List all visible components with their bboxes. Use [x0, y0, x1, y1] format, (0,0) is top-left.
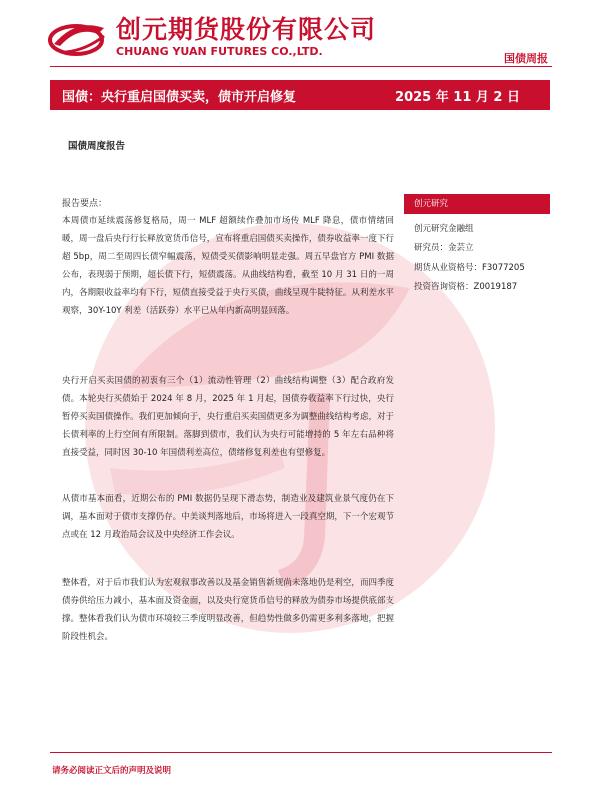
summary-paragraph: 本周债市延续震荡修复格局，周一 MLF 超额续作叠加市场传 MLF 降息，债市情绪回暖，周一盘后央行行长释放宽货币信号，宣布将重启国债买卖操作，债券收益率一度下行超 5bp，周二至周四长债窄幅震荡，短债受买债影响明显走强。周五早盘官方 PMI 数据公布，表现弱于预期，超长债下行，短债震荡。从曲线结构看，截至 10 月 31 日的一周内，各期限收益率均有下行，短债直接受益于央行买债，曲线呈现牛陡特征。从利差水平观察，30Y-10Y 利差（活跃券）水平已从年内新高明显回落。 [62, 216, 394, 316]
company-logo [46, 10, 110, 60]
futures-license: 期货从业资格号：F3077205 [414, 263, 525, 273]
company-name-cn: 创元期货股份有限公司 [116, 15, 377, 44]
title-banner [50, 80, 550, 110]
analyst-name: 研究员：金芸立 [414, 243, 474, 253]
header-divider [50, 66, 552, 67]
section-title: 国债周度报告 [68, 141, 126, 152]
footer-divider [50, 752, 552, 753]
report-date: 2025 年 11 月 2 日 [395, 90, 520, 105]
research-group: 创元研究金融组 [414, 224, 474, 234]
disclaimer-note: 请务必阅读正文后的声明及说明 [52, 766, 172, 776]
summary-paragraph: 央行开启买卖国债的初衷有三个（1）流动性管理（2）曲线结构调整（3）配合政府发债。本轮央行买债始于 2024 年 8 月，2025 年 1 月起，国债券收益率下行过快，央行暂停买卖国债操作。我们更加倾向于，央行重启买卖国债更多为调整曲线结构考虑，对于长债利率的上行空间有所限制。落脚到债市，我们认为央行可能增持的 5 年左右品种将直接受益，同时因 30-10 年国债利差高位，债绪修复利差也有望修复。 [62, 376, 394, 458]
report-type-label: 国债周报 [504, 52, 548, 65]
research-team-heading: 创元研究 [404, 194, 550, 214]
summary-paragraph: 从债市基本面看，近期公布的 PMI 数据仍呈现下滑态势，制造业及建筑业景气度仍在下调，基本面对于债市支撑仍存。中美谈判落地后，市场将进入一段真空期，下一个宏观节点或在 12 月政治局会议及中央经济工作会议。 [62, 494, 394, 540]
summary-paragraph: 整体看，对于后市我们认为宏观叙事改善以及基金销售新规尚未落地仍是利空，而四季度债券供给压力减小，基本面及资金面，以及央行宽货币信号的释放为债券市场提供底部支撑。整体看我们认为债市环境较三季度明显改善，但趋势性做多仍需更多利多落地，把握阶段性机会。 [62, 578, 394, 642]
company-name-en: CHUANG YUAN FUTURES CO.,LTD. [116, 45, 323, 58]
report-title: 国债：央行重启国债买卖，债市开启修复 [62, 90, 297, 105]
advisory-license: 投资咨询资格：Z0019187 [414, 282, 518, 292]
summary-label: 报告要点： [62, 199, 108, 209]
